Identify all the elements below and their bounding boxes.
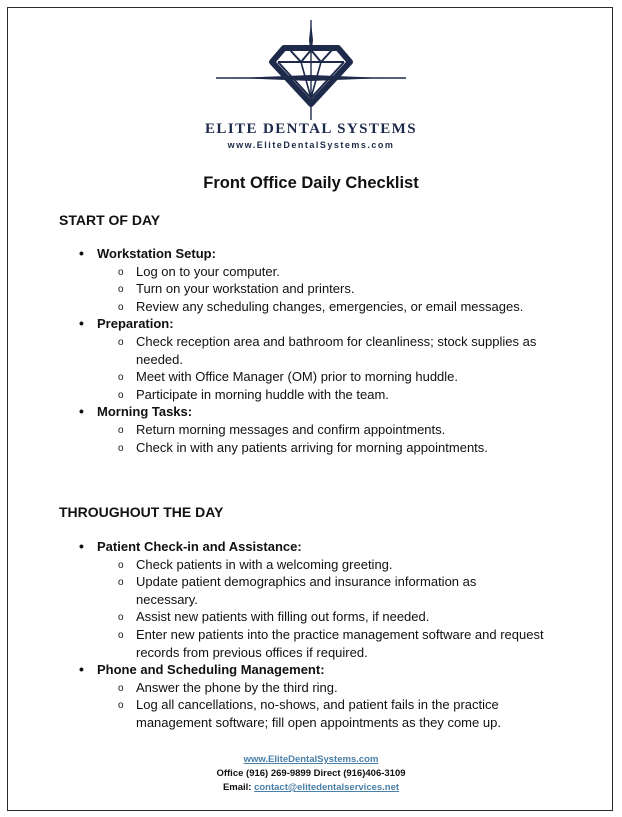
start-of-day-list: [79, 245, 579, 456]
footer-website-link[interactable]: www.EliteDentalSystems.com: [243, 754, 379, 765]
list-item: o Meet with Office Manager (OM) prior to morning huddle.: [97, 368, 568, 386]
group-phone-scheduling: [79, 661, 579, 731]
brand-url: www.EliteDentalSystems.com: [227, 140, 395, 150]
section-heading-start-of-day: START OF DAY: [59, 212, 161, 228]
footer: [0, 753, 622, 795]
list-item: o Update patient demographics and insurance information as necessary.: [97, 573, 536, 608]
list-item: o Assist new patients with filling out forms, if needed.: [97, 608, 568, 626]
group-patient-check-in: [79, 538, 579, 661]
group-label: • Patient Check-in and Assistance:: [97, 539, 302, 554]
footer-email-label: Email:: [222, 782, 252, 793]
list-item: o Enter new patients into the practice management software and request records from previous offices if required.: [97, 626, 556, 661]
list-item: o Log on to your computer.: [97, 263, 568, 281]
group-preparation: [79, 315, 579, 403]
list-item: o Log all cancellations, no-shows, and patient fails in the practice management software; fill open appointments as they come up.: [97, 696, 556, 731]
list-item: o Review any scheduling changes, emergencies, or email messages.: [97, 298, 596, 316]
list-item: o Check in with any patients arriving for morning appointments.: [97, 439, 568, 457]
group-label: • Phone and Scheduling Management:: [97, 662, 325, 678]
list-item: o Turn on your workstation and printers.: [97, 280, 568, 298]
page-title: Front Office Daily Checklist: [203, 174, 419, 192]
group-workstation-setup: [79, 245, 579, 315]
list-item: o Check patients in with a welcoming greeting.: [97, 556, 568, 574]
list-item: o Participate in morning huddle with the team.: [97, 386, 568, 404]
list-item: o Check reception area and bathroom for cleanliness; stock supplies as needed.: [97, 333, 568, 368]
brand-name: ELITE DENTAL SYSTEMS: [205, 121, 417, 137]
group-label: • Workstation Setup:: [97, 246, 216, 261]
footer-email-link[interactable]: contact@elitedentalservices.net: [254, 782, 400, 793]
footer-email-line: [0, 781, 622, 795]
group-label: • Morning Tasks:: [97, 404, 193, 420]
footer-phone: Office (916) 269-9899 Direct (916)406-3109: [216, 768, 406, 779]
diamond-logo-icon: [216, 20, 406, 120]
group-morning-tasks: [79, 403, 579, 456]
list-item: o Return morning messages and confirm appointments.: [97, 421, 568, 439]
group-label: • Preparation:: [97, 316, 174, 332]
list-item: o Answer the phone by the third ring.: [97, 679, 568, 697]
section-heading-throughout-the-day: THROUGHOUT THE DAY: [59, 504, 224, 520]
throughout-the-day-list: [79, 538, 579, 732]
